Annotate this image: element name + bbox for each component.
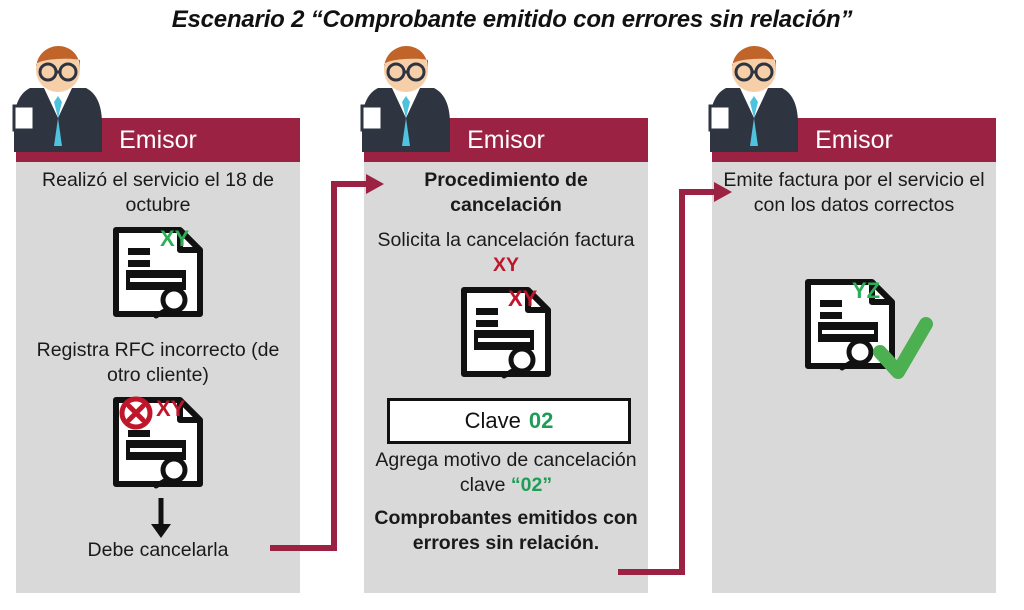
text-solicita-cancelacion bbox=[372, 228, 640, 278]
svg-text:XY: XY bbox=[160, 226, 190, 251]
document-cancelled-xy-icon bbox=[108, 396, 208, 492]
text-solicita-xy: XY bbox=[492, 253, 519, 276]
text-realizo-servicio: Realizó el servicio el 18 de octubre bbox=[42, 169, 274, 216]
text-agrega-motivo-clave: “02” bbox=[510, 473, 553, 496]
clave-value: 02 bbox=[528, 408, 554, 433]
document-yz-check-icon bbox=[800, 278, 930, 388]
document-xy-icon bbox=[108, 226, 208, 318]
scenario-column-3 bbox=[712, 118, 996, 593]
column-header-3: Emisor bbox=[712, 118, 996, 162]
column-header-2: Emisor bbox=[364, 118, 648, 162]
down-arrow-icon bbox=[146, 496, 176, 540]
person-avatar-icon-3 bbox=[706, 46, 802, 156]
document-xy-icon-2 bbox=[456, 286, 556, 378]
column-header-1: Emisor bbox=[16, 118, 300, 162]
svg-text:XY: XY bbox=[508, 286, 538, 311]
scenario-column-2 bbox=[364, 118, 648, 593]
person-avatar-icon-1 bbox=[10, 46, 106, 156]
page-title: Escenario 2 “Comprobante emitido con errores sin relación” bbox=[171, 6, 853, 33]
person-avatar-icon-2 bbox=[358, 46, 454, 156]
text-registra-rfc: Registra RFC incorrecto (de otro cliente) bbox=[36, 339, 280, 386]
clave-label: Clave bbox=[464, 408, 521, 433]
text-procedimiento-cancelacion: Procedimiento de cancelación bbox=[424, 169, 588, 216]
text-debe-cancelarla: Debe cancelarla bbox=[87, 539, 229, 561]
connector-col2-to-col3 bbox=[610, 178, 740, 578]
scenario-column-1 bbox=[16, 118, 300, 593]
text-agrega-motivo bbox=[372, 448, 640, 498]
clave-box bbox=[387, 398, 631, 444]
text-solicita-cancelacion-main: Solicita la cancelación factura bbox=[377, 229, 635, 251]
svg-text:YZ: YZ bbox=[852, 278, 881, 303]
svg-text:XY: XY bbox=[156, 396, 186, 421]
connector-col1-to-col2 bbox=[262, 170, 392, 555]
text-emite-factura: Emite factura por el servicio el con los datos correctos bbox=[723, 169, 985, 216]
text-comprobantes-errores: Comprobantes emitidos con errores sin relación. bbox=[374, 507, 638, 554]
text-agrega-motivo-main: Agrega motivo de cancelación clave bbox=[375, 449, 637, 496]
